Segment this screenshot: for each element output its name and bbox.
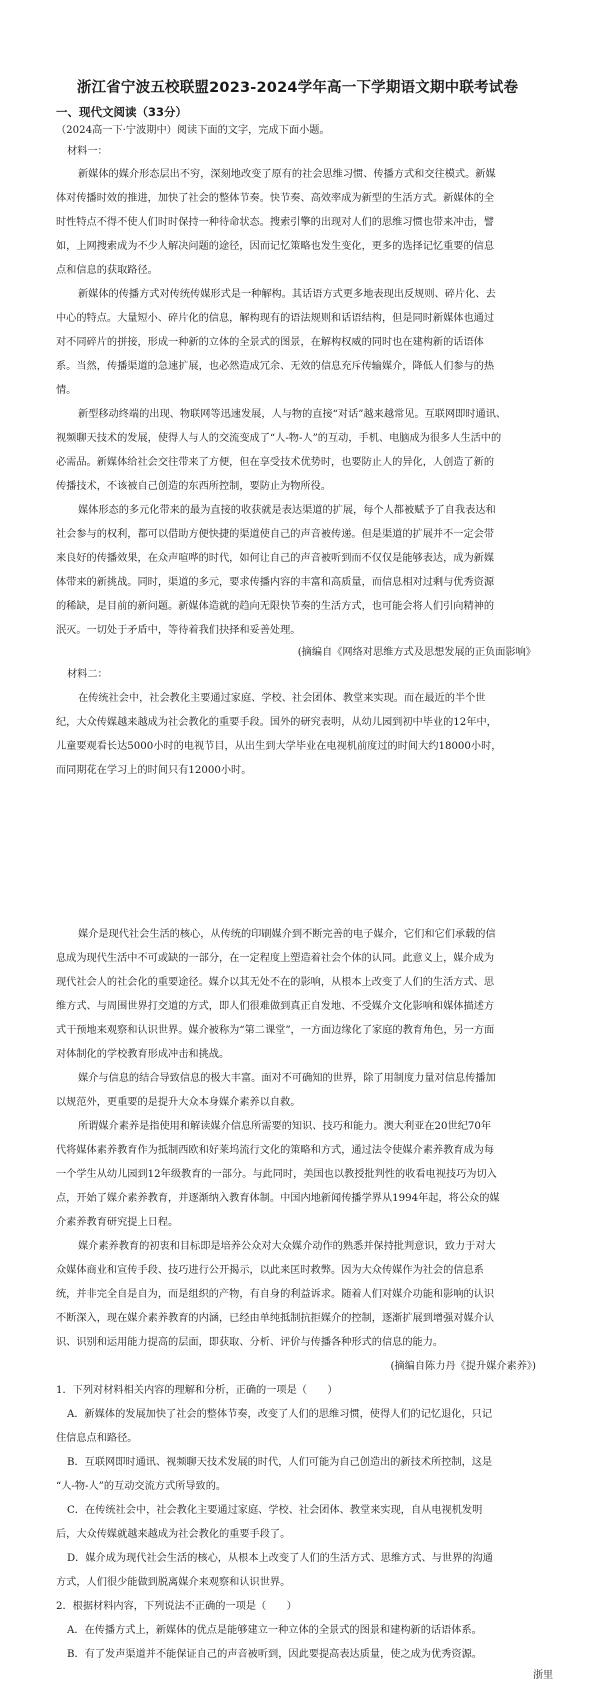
material-label: 材料一： <box>67 146 108 157</box>
text-line: 以规范外，更重要的是提升大众本身媒介素养以自救。 <box>56 1097 301 1108</box>
text-line: 介素养教育研究提上日程。 <box>56 1217 179 1228</box>
text-line: 儿童要观看长达5000小时的电视节目，从出生到大学毕业在电视机前度过的时间大约18000小时， <box>56 741 502 752</box>
text-line: 新型移动终端的出现、物联网等迅速发展，人与物的直接“对话”越来越常见。互联网即时通讯、 <box>78 409 507 420</box>
exam-title: 浙江省宁波五校联盟2023-2024学年高一下学期语文期中联考试卷 <box>76 80 519 96</box>
answer-option-b: B．有了发声渠道并不能保证自己的声音被听到，因此要提高表达质量，使之成为优秀资源。 <box>67 1649 482 1660</box>
text-line: 体对传播时效的推进，加快了社会的整体节奏。快节奏、高效率成为新型的生活方式。新媒体的全 <box>56 193 495 204</box>
text-line: 媒介是现代社会生活的核心，从传统的印刷媒介到不断完善的电子媒介，它们和它们承载的信 <box>78 929 496 940</box>
text-line: 来良好的传播效果，在众声喧哗的时代，如何让自己的声音被听到而不仅仅是能够表达，成为新媒 <box>56 553 495 564</box>
reading-instruction: （2024高一下·宁波期中）阅读下面的文字，完成下面小题。 <box>56 125 330 136</box>
text-line: 传播技术，不该被自己创造的东西所控制，要防止为物所役。 <box>56 481 332 492</box>
answer-option-d: 方式，人们很少能做到脱离媒介来观察和认识世界。 <box>56 1577 291 1588</box>
text-line: 如，上网搜索成为不少人解决问题的途径，因而记忆策略也发生变化，更多的选择记忆重要的信息 <box>56 241 495 252</box>
text-line: 而同期花在学习上的时间只有12000小时。 <box>56 765 252 776</box>
answer-option-b: “人-物-人”的互动交流方式所导致的。 <box>56 1481 227 1492</box>
text-line: 点和信息的获取路径。 <box>56 265 158 276</box>
text-line: 现代社会人的社会化的重要途径。媒介以其无处不在的影响，从根本上改变了人们的生活方式、思 <box>56 977 495 988</box>
text-line: 媒介与信息的结合导致信息的极大丰富。面对不可确知的世界，除了用制度力量对信息传播加 <box>78 1073 496 1084</box>
text-line: 所谓媒介素养是指使用和解读媒介信息所需要的知识、技巧和能力。澳大利亚在20世纪70年 <box>78 1121 492 1132</box>
question-stem: 2．根据材料内容，下列说法不正确的一项是（ ） <box>56 1601 297 1612</box>
text-line: 息成为现代生活中不可或缺的一部分，在一定程度上塑造着社会个体的认同。此意义上，媒介成为 <box>56 953 495 964</box>
source-citation: (摘编自《网络对思维方式及思想发展的正负面影响》 <box>297 647 536 658</box>
text-line: 对体制化的学校教育形成冲击和挑战。 <box>56 1049 230 1060</box>
source-citation: (摘编自陈力丹《提升媒介素养》) <box>390 1361 536 1372</box>
text-line: 媒介素养教育的初衷和目标即是培养公众对大众媒介动作的熟悉并保持批判意识，致力于对大 <box>78 1241 496 1252</box>
answer-option-c: 后，大众传媒就越来越成为社会教化的重要手段了。 <box>56 1529 291 1540</box>
text-line: 时性特点不得不使人们时时保持一种待命状态。搜索引擎的出现对人们的思维习惯也带来冲击，譬 <box>56 217 495 228</box>
text-line: 新媒体的媒介形态层出不穷，深刻地改变了原有的社会思维习惯、传播方式和交往模式。新媒 <box>78 169 496 180</box>
question-stem: 1．下列对材料相关内容的理解和分析，正确的一项是（ ） <box>56 1385 338 1396</box>
text-line: 纪，大众传媒越来越成为社会教化的重要手段。国外的研究表明，从幼儿园到初中毕业的12年中， <box>56 717 497 728</box>
text-line: 不断深入，现在媒介素养教育的内涵，已经由单纯抵制抗拒媒介的控制，逐渐扩展到增强对媒介认 <box>56 1313 495 1324</box>
text-line: 体带来的新挑战。同时，渠道的多元，要求传播内容的丰富和高质量，而信息相对过剩与优秀资源 <box>56 577 495 588</box>
corner-watermark-text: 浙里 <box>533 1670 553 1681</box>
answer-option-d: D．媒介成为现代社会生活的核心，从根本上改变了人们的生活方式、思维方式、与世界的沟通 <box>67 1553 493 1564</box>
text-line: 识、识别和运用能力提高的层面，即获取、分析、评价与传播各种形式的信息的能力。 <box>56 1337 444 1348</box>
text-line: 视频聊天技术的发展，使得人与人的交流变成了“人-物-人”的互动，手机、电脑成为很多人生活中的 <box>56 433 502 444</box>
answer-option-b: B．互联网即时通讯、视频聊天技术发展的时代，人们可能为自己创造出的新技术所控制，这是 <box>67 1457 493 1468</box>
text-line: 统，并非完全自是自为，而是组织的产物，有自身的利益诉求。随着人们对媒介功能和影响的认识 <box>56 1289 495 1300</box>
text-line: 媒体形态的多元化带来的最为直接的收获就是表达渠道的扩展，每个人都被赋予了自我表达和 <box>78 505 496 516</box>
material-label: 材料二： <box>67 669 108 680</box>
answer-option-c: C．在传统社会中，社会教化主要通过家庭、学校、社会团体、教堂来实现，自从电视机发明 <box>67 1505 483 1516</box>
text-line: 社会参与的权利，都可以借助方便快捷的渠道使自己的声音被传递。但是渠道的扩展并不一定会带 <box>56 529 495 540</box>
text-line: 情。 <box>56 385 77 396</box>
text-line: 必需品。新媒体给社会交往带来了方便，但在享受技术优势时，也要防止人的异化，人创造了新的 <box>56 457 495 468</box>
text-line: 在传统社会中，社会教化主要通过家庭、学校、社会团体、教堂来实现。而在最近的半个世 <box>78 693 486 704</box>
text-line: 一个学生从幼儿园到12年级教育的一部分。与此同时，美国也以教授批判性的收看电视技巧为切入 <box>56 1169 497 1180</box>
text-line: 点，开始了媒介素养教育，并逐渐纳入教育体制。中国内地新闻传播学界从1994年起，将公众的媒 <box>56 1193 500 1204</box>
text-line: 中心的特点。大量短小、碎片化的信息，解构现有的语法规则和话语结构，但是同时新媒体也通过 <box>56 313 495 324</box>
text-line: 众媒体商业和宣传手段、技巧进行公开揭示，以此来匡时救弊。因为大众传媒作为社会的信息系 <box>56 1265 484 1276</box>
text-line: 新媒体的传播方式对传统传媒形式是一种解构。其话语方式更多地表现出反规则、碎片化、去 <box>78 289 496 300</box>
answer-option-a: A．新媒体的发展加快了社会的整体节奏，改变了人们的思维习惯，使得人们的记忆退化，只记 <box>67 1409 493 1420</box>
section-heading: 一、现代文阅读（33分） <box>56 105 188 119</box>
text-line: 式干预地来观察和认识世界。媒介被称为“第二课堂”，一方面边缘化了家庭的教育角色，另一方面 <box>56 1025 495 1036</box>
text-line: 系。当然，传播渠道的急速扩展，也必然造成冗余、无效的信息充斥传输媒介，降低人们参与的热 <box>56 361 495 372</box>
text-line: 维方式、与周围世界打交道的方式，即人们很难做到真正自发地、不受媒介文化影响和媒体描述方 <box>56 1001 495 1012</box>
text-line: 对不同碎片的拼接，形成一种新的立体的全景式的图景，在解构权威的同时也在建构新的话语体 <box>56 337 484 348</box>
text-line: 的稀缺，是目前的新问题。新媒体造就的趋向无限快节奏的生活方式，也可能会将人们引向精神的 <box>56 601 495 612</box>
text-line: 泯灭。一切处于矛盾中，等待着我们抉择和妥善处理。 <box>56 625 301 636</box>
text-line: 代将媒体素养教育作为抵制西欧和好莱坞流行文化的策略和方式，通过法令使媒介素养教育成为每 <box>56 1145 495 1156</box>
answer-option-a: A．在传播方式上，新媒体的优点是能够建立一种立体的全景式的图景和建构新的话语体系。 <box>67 1625 482 1636</box>
answer-option-a: 住信息点和路径。 <box>56 1433 138 1444</box>
